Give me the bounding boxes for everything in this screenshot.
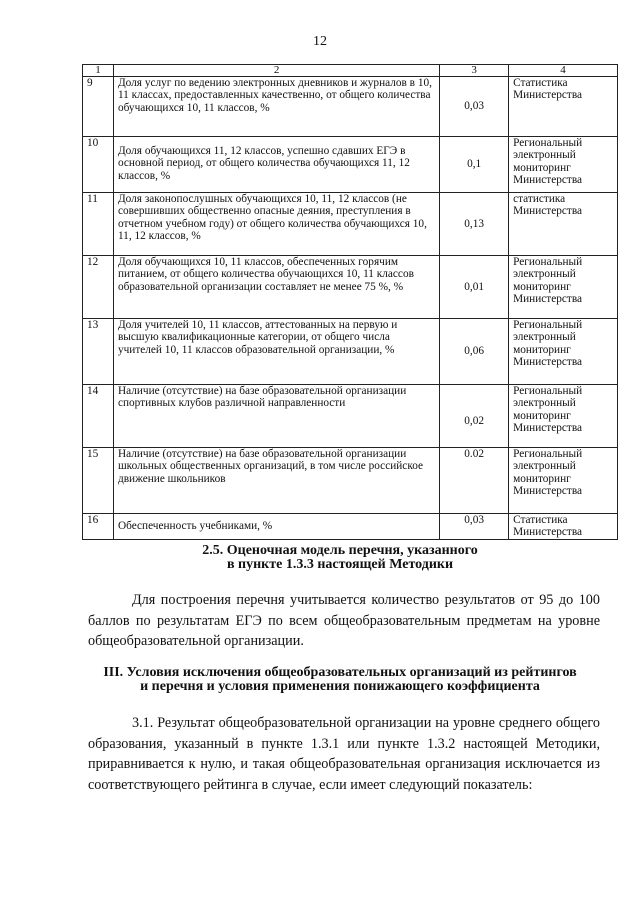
indicator-name: Доля учителей 10, 11 классов, аттестованных на первую и высшую квалификационные категории, от общего числа учителей 10, 11 классов образовательной организации, % [113,319,439,385]
section-3-1-text: 3.1. Результат общеобразовательной организации на уровне среднего общего образования, указанный в пункте 1.3.1 или пункте 1.3.2 настоящей Методики, приравнивается к нулю, и такая общеобразовательная организация исключается из соответствующего рейтинга в случае, если имеет следующий показатель: [88,715,600,793]
table-header-row [83,65,618,77]
indicator-name: Доля обучающихся 11, 12 классов, успешно сдавших ЕГЭ в основной период, от общего количества обучающихся 11, 12 классов, % [113,137,439,193]
indicator-name: Наличие (отсутствие) на базе образовательной организации спортивных клубов различной направленности [113,385,439,448]
indicator-value: 0,1 [440,137,509,193]
indicator-value: 0,06 [440,319,509,385]
row-number: 14 [83,385,114,448]
header-cell: 2 [113,65,439,77]
header-cell: 4 [509,65,618,77]
header-cell: 3 [440,65,509,77]
table-row [83,137,618,193]
row-number: 9 [83,77,114,137]
indicator-value: 0.02 [440,448,509,514]
section-2-5-title-line2: в пункте 1.3.3 настоящей Методики [226,557,454,572]
section-2-5-text: Для построения перечня учитывается количество результатов от 95 до 100 баллов по результатам ЕГЭ по всем общеобразовательным предметам на уровне общеобразовательной организации. [88,592,600,649]
row-number: 16 [83,514,114,540]
table-row [83,514,618,540]
section-2-5-title [60,544,620,572]
section-3-title-line2: и перечня и условия применения понижающего коэффициента [140,679,540,694]
table-row [83,256,618,319]
section-3-title [60,666,620,694]
table-row [83,77,618,137]
indicator-name: Доля услуг по ведению электронных дневников и журналов в 10, 11 классах, предоставленных качественно, от общего количества обучающихся 10, 11 классов, % [113,77,439,137]
data-source: Региональный электронный мониторинг Министерства [509,448,618,514]
page-number: 12 [313,34,327,49]
indicator-value: 0,13 [440,193,509,256]
row-number: 10 [83,137,114,193]
table-row [83,385,618,448]
indicator-name: Обеспеченность учебниками, % [113,514,439,540]
row-number: 15 [83,448,114,514]
section-3-title-line1: III. Условия исключения общеобразовательных организаций из рейтингов [103,665,577,680]
indicator-name: Наличие (отсутствие) на базе образовательной организации школьных общественных организаций, в том числе российское движение школьников [113,448,439,514]
data-source: Региональный электронный мониторинг Министерства [509,256,618,319]
row-number: 12 [83,256,114,319]
table-row [83,193,618,256]
section-2-5-title-line1: 2.5. Оценочная модель перечня, указанного [202,543,478,558]
indicator-value: 0,03 [440,514,509,540]
table-row [83,448,618,514]
data-source: статистика Министерства [509,193,618,256]
indicator-name: Доля обучающихся 10, 11 классов, обеспеченных горячим питанием, от общего количества обучающихся 10, 11 классов образовательной организации составляет не менее 75 %, % [113,256,439,319]
data-source: Статистика Министерства [509,514,618,540]
indicator-name: Доля законопослушных обучающихся 10, 11, 12 классов (не совершивших общественно опасные деяния, преступления в отчетном учебном году) от общего количества обучающихся 10, 11, 12 классов, % [113,193,439,256]
data-source: Региональный электронный мониторинг Министерства [509,319,618,385]
indicator-value: 0,02 [440,385,509,448]
table-row [83,319,618,385]
row-number: 11 [83,193,114,256]
indicator-value: 0,03 [440,77,509,137]
indicator-value: 0,01 [440,256,509,319]
indicators-table [82,64,618,540]
header-cell: 1 [83,65,114,77]
data-source: Статистика Министерства [509,77,618,137]
data-source: Региональный электронный мониторинг Министерства [509,385,618,448]
data-source: Региональный электронный мониторинг Министерства [509,137,618,193]
row-number: 13 [83,319,114,385]
